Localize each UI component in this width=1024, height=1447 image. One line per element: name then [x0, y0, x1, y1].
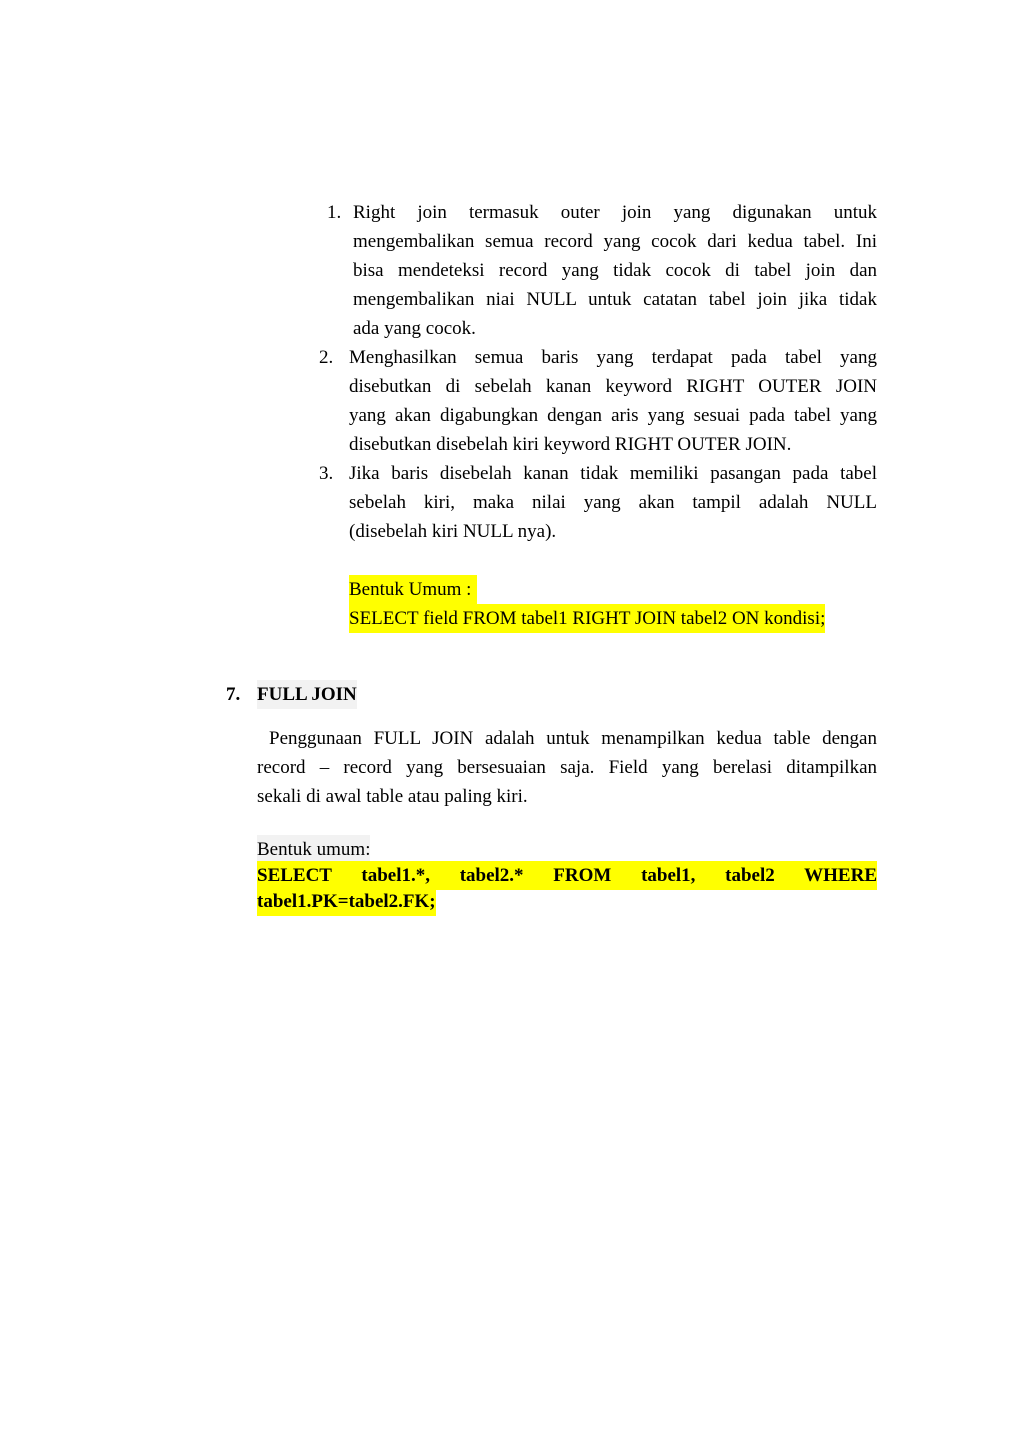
- list-item-2-line-3: yang akan digabungkan dengan aris yang sesuai pada tabel yang: [349, 405, 877, 426]
- right-join-form-code: SELECT field FROM tabel1 RIGHT JOIN tabel2 ON kondisi;: [349, 604, 825, 633]
- full-join-form-label: Bentuk umum:: [257, 835, 370, 864]
- section-7-paragraph-line-3: sekali di awal table atau paling kiri.: [257, 786, 528, 807]
- list-item-3-line-2: sebelah kiri, maka nilai yang akan tampil adalah NULL: [349, 492, 877, 513]
- full-join-code-line-1: SELECT tabel1.*, tabel2.* FROM tabel1, tabel2 WHERE: [257, 861, 877, 890]
- list-item-1-line-2: mengembalikan semua record yang cocok dari kedua tabel. Ini: [353, 231, 877, 252]
- list-item-3-line-1: Jika baris disebelah kanan tidak memiliki pasangan pada tabel: [349, 463, 877, 484]
- list-number-1: 1.: [327, 202, 342, 223]
- section-7-paragraph-line-1: Penggunaan FULL JOIN adalah untuk menampilkan kedua table dengan: [269, 728, 877, 749]
- section-7-number: 7.: [226, 684, 241, 705]
- list-item-1-line-5: ada yang cocok.: [353, 318, 476, 339]
- list-item-3-line-3: (disebelah kiri NULL nya).: [349, 521, 557, 542]
- full-join-code-line-2: tabel1.PK=tabel2.FK;: [257, 887, 436, 916]
- section-7-heading: FULL JOIN: [257, 680, 357, 709]
- list-item-2-line-4: disebutkan disebelah kiri keyword RIGHT OUTER JOIN.: [349, 434, 792, 455]
- right-join-form-label: Bentuk Umum :: [349, 575, 477, 604]
- list-item-1-line-1: Right join termasuk outer join yang digunakan untuk: [353, 202, 877, 223]
- list-item-2-line-2: disebutkan di sebelah kanan keyword RIGHT OUTER JOIN: [349, 376, 877, 397]
- section-7-paragraph-line-2: record – record yang bersesuaian saja. Field yang berelasi ditampilkan: [257, 757, 877, 778]
- list-item-1-line-4: mengembalikan niai NULL untuk catatan tabel join jika tidak: [353, 289, 877, 310]
- list-item-1-line-3: bisa mendeteksi record yang tidak cocok di tabel join dan: [353, 260, 877, 281]
- list-number-3: 3.: [319, 463, 334, 484]
- list-item-2-line-1: Menghasilkan semua baris yang terdapat pada tabel yang: [349, 347, 877, 368]
- list-number-2: 2.: [319, 347, 334, 368]
